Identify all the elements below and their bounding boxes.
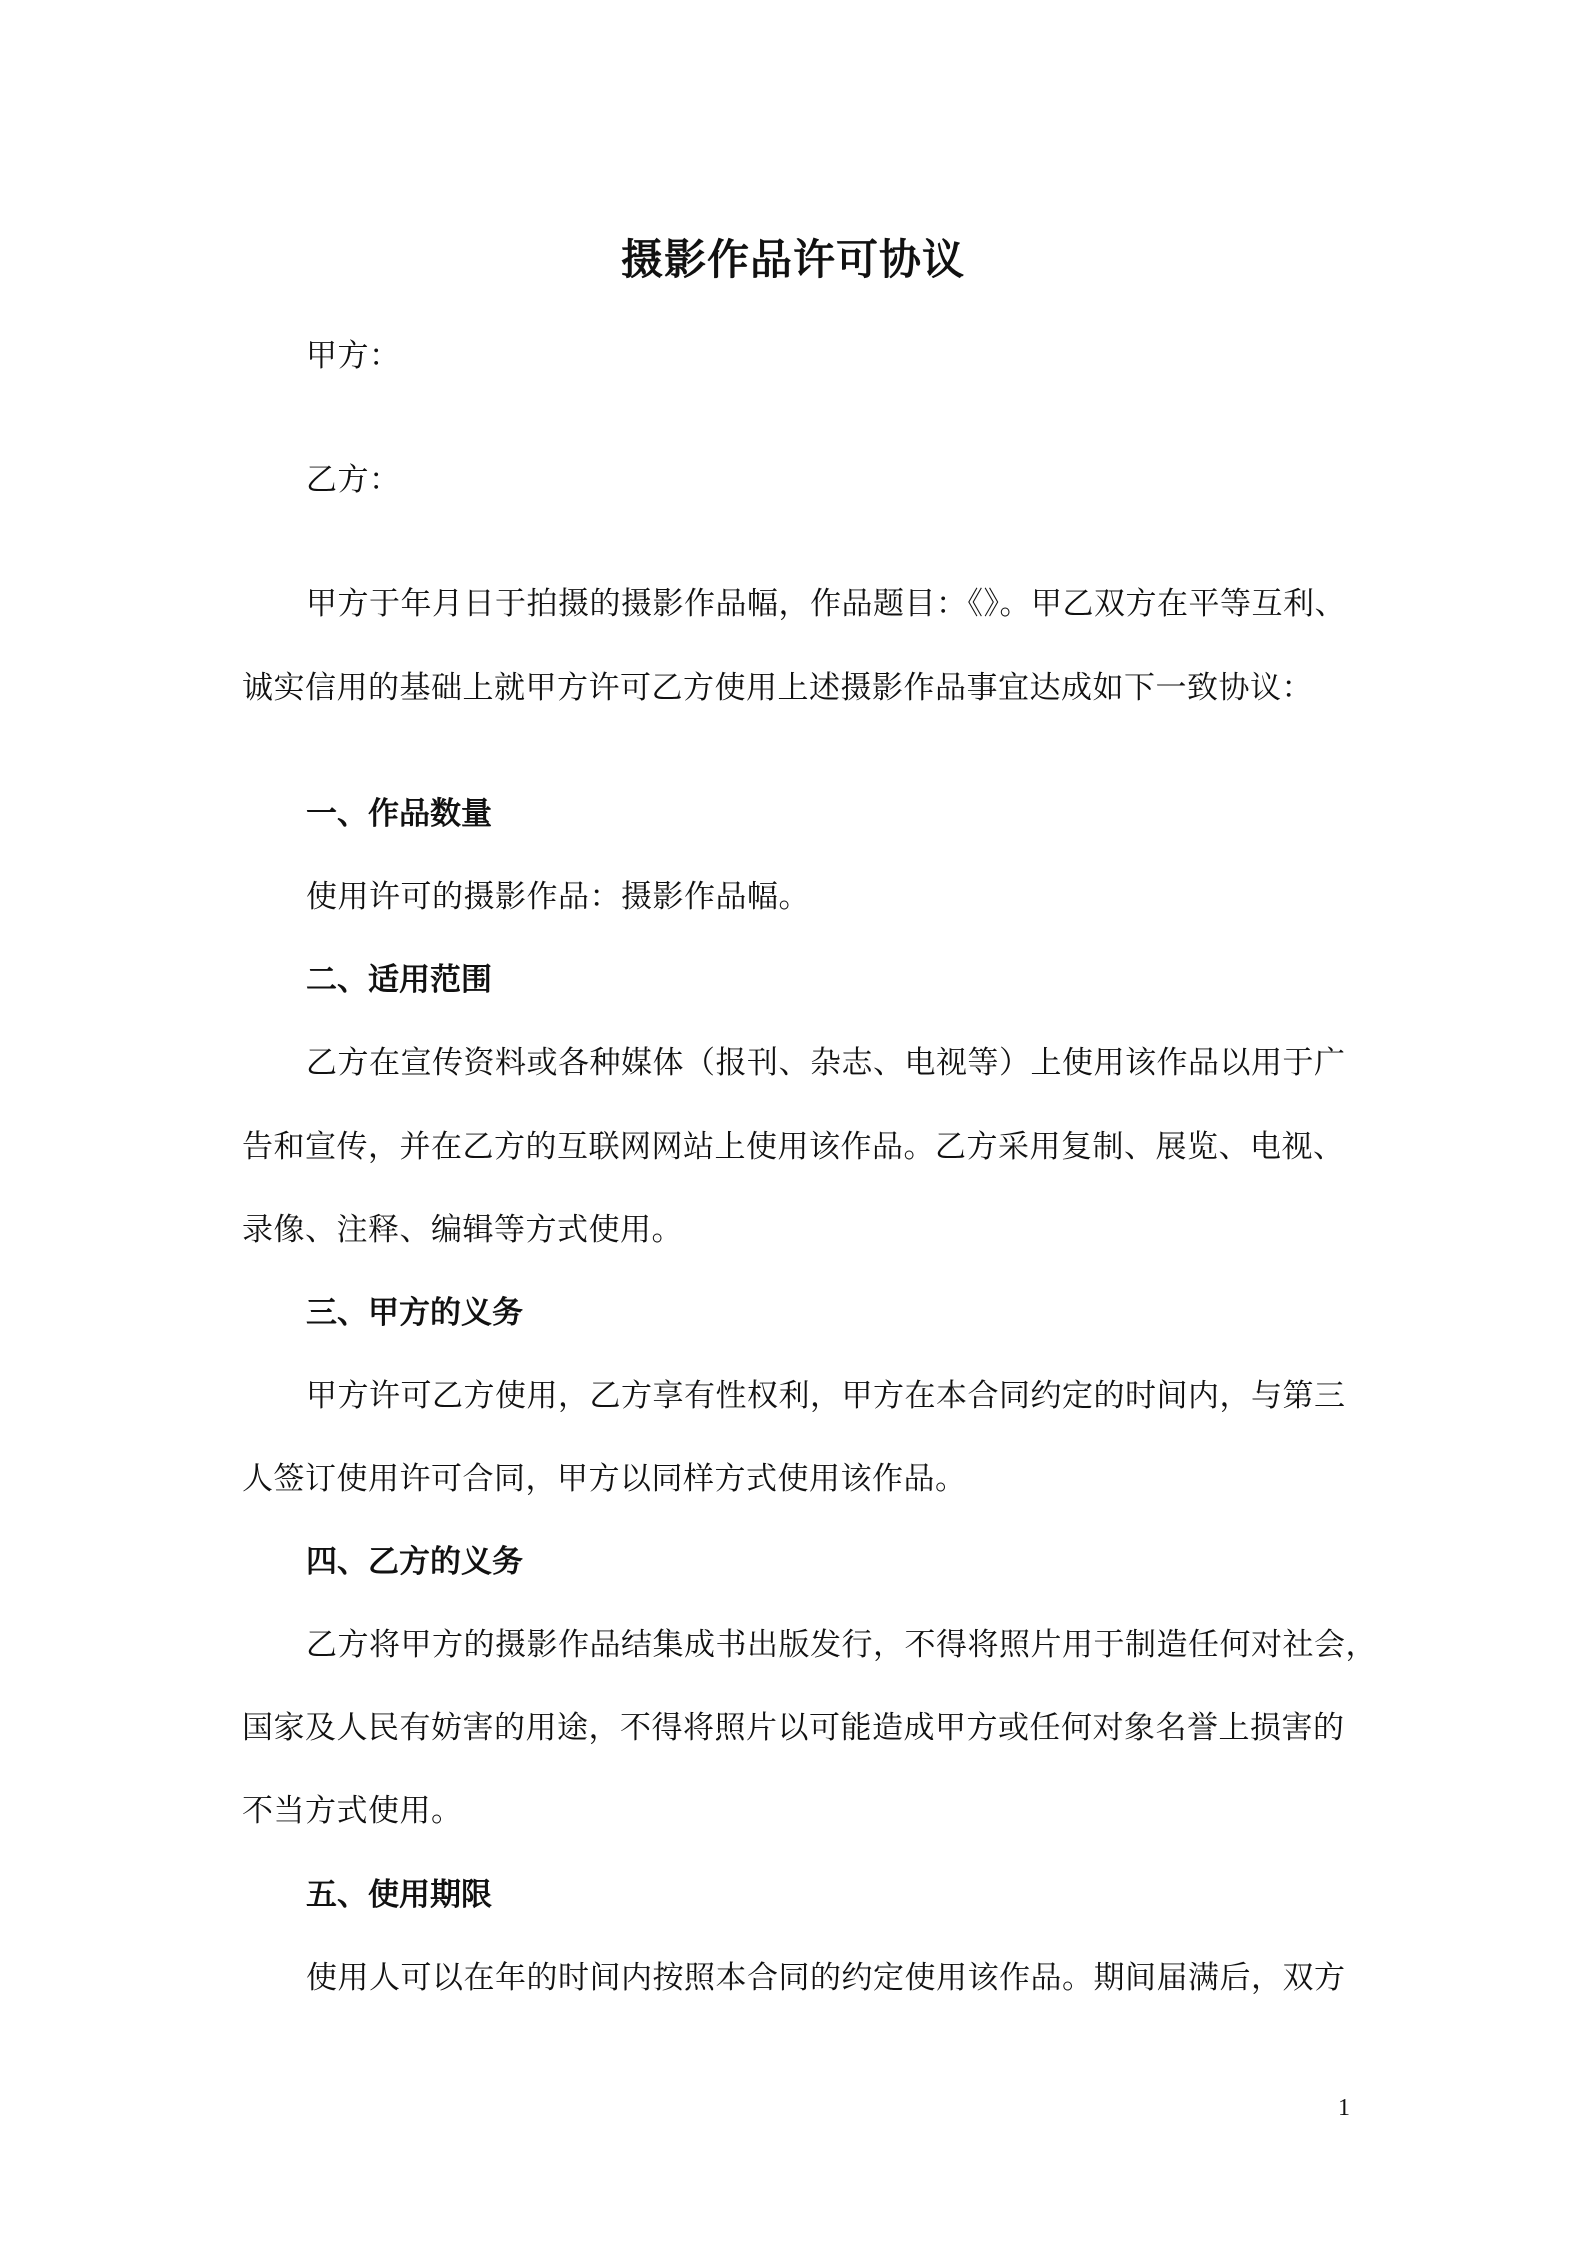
section-2-line-1: 乙方在宣传资料或各种媒体（报刊、杂志、电视等）上使用该作品以用于广 [306, 1045, 1346, 1081]
section-1-heading: 一、作品数量 [306, 796, 492, 832]
section-4-line-2: 国家及人民有妨害的用途，不得将照片以可能造成甲方或任何对象名誉上损害的 [242, 1710, 1345, 1746]
intro-line-1: 甲方于年月日于拍摄的摄影作品幅，作品题目：《》。甲乙双方在平等互利、 [306, 586, 1346, 622]
section-2-heading: 二、适用范围 [306, 962, 492, 998]
party-b-label: 乙方： [306, 462, 401, 498]
section-3-heading: 三、甲方的义务 [306, 1295, 523, 1331]
section-5-line-1: 使用人可以在年的时间内按照本合同的约定使用该作品。期间届满后，双方 [306, 1960, 1346, 1996]
section-3-line-1: 甲方许可乙方使用，乙方享有性权利，甲方在本合同约定的时间内，与第三 [306, 1378, 1346, 1414]
section-1-line-1: 使用许可的摄影作品：摄影作品幅。 [306, 879, 810, 915]
section-5-heading: 五、使用期限 [306, 1877, 492, 1913]
section-4-line-3: 不当方式使用。 [242, 1793, 463, 1829]
intro-line-2: 诚实信用的基础上就甲方许可乙方使用上述摄影作品事宜达成如下一致协议： [242, 670, 1313, 706]
section-2-line-2: 告和宣传，并在乙方的互联网网站上使用该作品。乙方采用复制、展览、电视、 [242, 1129, 1345, 1165]
document-title: 摄影作品许可协议 [620, 235, 965, 284]
section-3-line-2: 人签订使用许可合同，甲方以同样方式使用该作品。 [242, 1461, 967, 1497]
section-4-line-1: 乙方将甲方的摄影作品结集成书出版发行，不得将照片用于制造任何对社会， [306, 1627, 1377, 1663]
section-2-line-3: 录像、注释、编辑等方式使用。 [242, 1212, 683, 1248]
page-number: 1 [1338, 2095, 1350, 2121]
party-a-label: 甲方： [306, 338, 401, 374]
section-4-heading: 四、乙方的义务 [306, 1544, 523, 1580]
